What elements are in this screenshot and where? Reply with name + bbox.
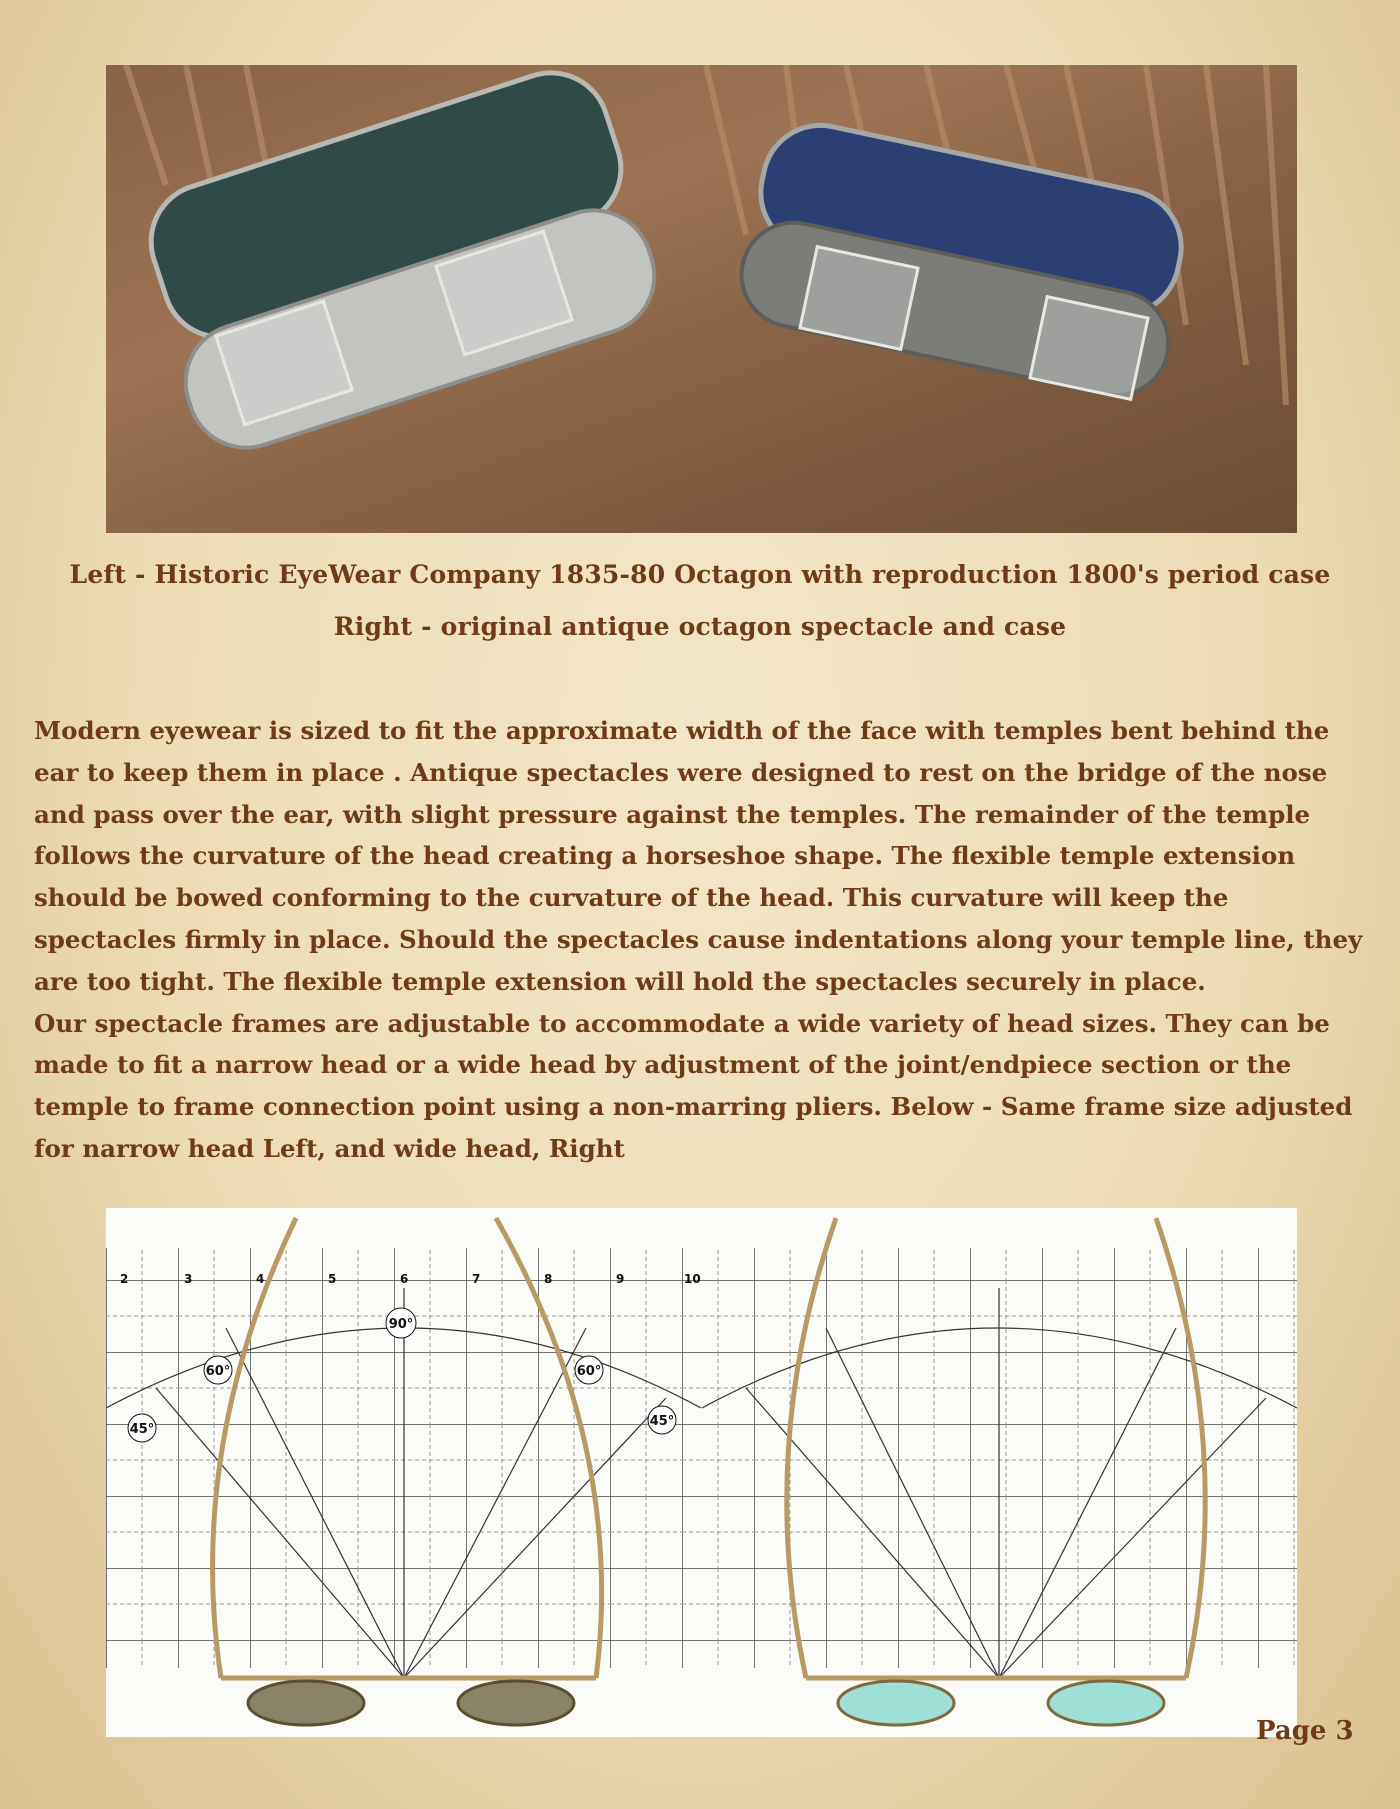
body-paragraph-2: Our spectacle frames are adjustable to accommodate a wide variety of head sizes. They can be made to fit a narrow head or a wide head by adjustment of the joint/endpiece section or the temple to frame connection point using a non-marring pliers. Below - Same frame size adjusted for narrow head Left, and wide head, Right [34,1008,1353,1163]
ruler-number: 5 [328,1272,337,1286]
ruler-number: 6 [400,1272,409,1286]
ruler-number: 8 [544,1272,553,1286]
ruler-number: 9 [616,1272,625,1286]
angle-label: 60° [576,1364,602,1379]
right-frame-lens [1048,1681,1164,1725]
angle-label: 60° [205,1364,231,1379]
angle-label: 45° [649,1414,675,1429]
right-frame-lens [838,1681,954,1725]
body-paragraph-1: Modern eyewear is sized to fit the approximate width of the face with temples bent behind the ear to keep them in place . Antique spectacles were designed to rest on the bridge of the nose and pass over the ear, with slight pressure against the temples. The remainder of the temple follows the curvature of the head creating a horseshoe shape. The flexible temple extension should be bowed conforming to the curvature of the head. This curvature will keep the spectacles firmly in place. Should the spectacles cause indentations along your temple line, they are too tight. The flexible temple extension will hold the spectacles securely in place. [34,716,1363,996]
page-number: Page 3 [1256,1716,1354,1746]
ruler-number: 10 [684,1272,701,1286]
body-text [34,710,1374,1170]
left-frame-lens [458,1681,574,1725]
ruler-number: 4 [256,1272,265,1286]
left-frame-lens [248,1681,364,1725]
angle-label: 45° [129,1422,155,1437]
ruler-number: 3 [184,1272,193,1286]
photo-caption-right: Right - original antique octagon spectacle and case [333,612,1067,641]
ruler-number: 2 [120,1272,129,1286]
spectacle-cases-photo [106,65,1297,533]
ruler-grid [106,1208,1297,1737]
ruler-number: 7 [472,1272,481,1286]
ruler-frame-photo [106,1208,1297,1737]
photo-caption-left: Left - Historic EyeWear Company 1835-80 Octagon with reproduction 1800's period case [69,560,1331,589]
angle-label: 90° [388,1317,414,1332]
